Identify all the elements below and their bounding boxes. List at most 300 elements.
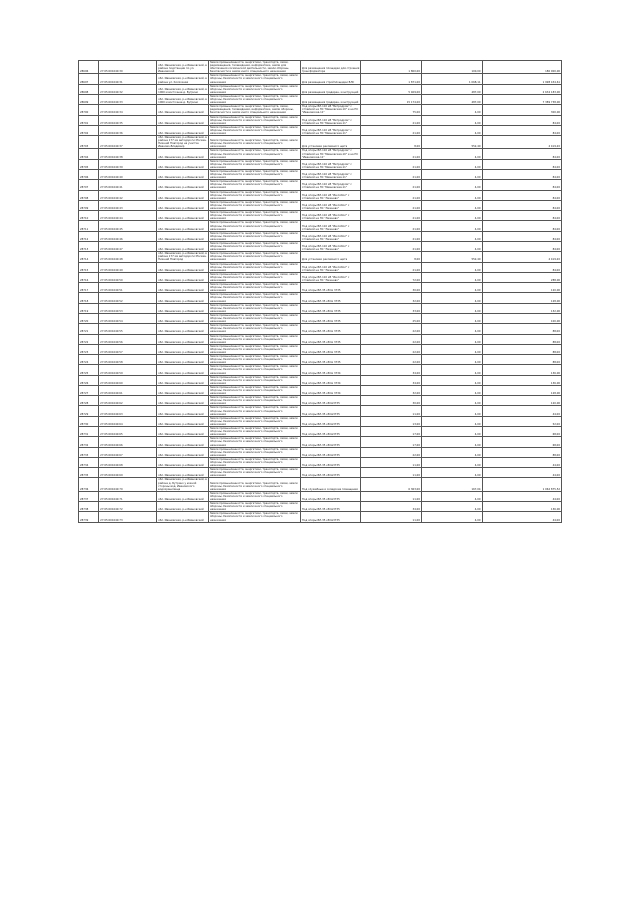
permitted-use-cell: Под опоры ВЛ-35 кВ № 3735 — [300, 334, 361, 344]
specific-value-cell: 167,04 — [421, 478, 482, 491]
land-category-cell: Земли промышленности, энергетики, транспорта, связи, земли обороны, безопасности и земли иного специального назначения — [208, 170, 300, 180]
table-row — [79, 355, 562, 365]
table-row — [79, 200, 562, 210]
address-cell: обл. Ивановская, р-н Ивановский — [157, 396, 209, 406]
cadastral-value-cell: 120,00 — [482, 396, 561, 406]
specific-value-cell: 4,00 — [421, 512, 482, 522]
table-row — [79, 241, 562, 251]
permitted-use-cell: Под опоры ВЛ-35 кВ № 3734 — [300, 385, 361, 395]
cadastral-value-cell: 7 389 738,00 — [482, 94, 561, 104]
permitted-use-cell: Под опоры ВЛ-110 кВ "Ветродром" с отпайкой на ПС "Ивановская-11" — [300, 180, 361, 190]
row-number: 28704 — [79, 149, 99, 159]
permitted-use-cell: Под опоры ВЛ-110 кВ "Ветродром" с отпайкой на ПС "Ивановская-10" и на ПС "Ивановская-11" — [300, 105, 361, 115]
row-number: 28699 — [79, 94, 99, 104]
permitted-use-cell: Под опоры ВЛ-35 кВ № 3734 — [300, 375, 361, 385]
address-cell: обл. Ивановская, р-н Ивановский — [157, 427, 209, 437]
specific-value-cell: 4,00 — [421, 115, 482, 125]
specific-value-cell: 552,40 — [421, 136, 482, 149]
cadastral-value-cell: 44,00 — [482, 406, 561, 416]
cadastral-value-cell: 2 634 183,00 — [482, 84, 561, 94]
cadastral-number: 27:05:001040:60 — [99, 375, 157, 385]
permitted-use-cell: Под опоры ВЛ-35 кВ № 3735 — [300, 283, 361, 293]
address-cell: обл. Ивановская, р-н Ивановский — [157, 324, 209, 334]
address-cell: обл. Ивановская, р-н Ивановский, в 1000 м восточнее д. Бутрино — [157, 84, 209, 94]
cadastral-number: 27:05:001040:39 — [99, 159, 157, 169]
cadastral-value-cell: 136,00 — [482, 365, 561, 375]
row-number: 28700 — [79, 105, 99, 115]
table-row — [79, 303, 562, 313]
address-cell: обл. Ивановская, р-н Ивановский — [157, 105, 209, 115]
row-number: 28732 — [79, 437, 99, 447]
specific-value-cell: 4,00 — [421, 416, 482, 426]
row-number: 28727 — [79, 385, 99, 395]
area-cell: 8,00 — [361, 136, 422, 149]
cadastral-number: 27:05:001040:67 — [99, 447, 157, 457]
permitted-use-cell: Под опоры ВЛ-110 кВ "Ветродром" с отпайкой на ПС "Ивановская-11" — [300, 170, 361, 180]
cadastral-number: 27:05:001040:50 — [99, 272, 157, 282]
cadastral-number: 27:05:001040:45 — [99, 221, 157, 231]
area-cell: 11,00 — [361, 512, 422, 522]
cadastral-number: 27:05:001040:59 — [99, 365, 157, 375]
cadastral-number: 27:05:001040:37 — [99, 136, 157, 149]
land-category-cell: Земли промышленности, энергетики, транспорта, связи, земли обороны, безопасности и земли иного специального назначения — [208, 406, 300, 416]
row-number: 28731 — [79, 427, 99, 437]
address-cell: обл. Ивановская, р-н Ивановский — [157, 149, 209, 159]
specific-value-cell: 4,00 — [421, 105, 482, 115]
land-category-cell: Земли промышленности, энергетики, транспорта, связи, земли обороны, безопасности и земли иного специального назначения — [208, 447, 300, 457]
row-number: 28698 — [79, 84, 99, 94]
address-cell: обл. Ивановская, р-н Ивановский — [157, 512, 209, 522]
table-row — [79, 170, 562, 180]
specific-value-cell: 4,00 — [421, 468, 482, 478]
row-number: 28730 — [79, 416, 99, 426]
cadastral-value-cell: 44,00 — [482, 512, 561, 522]
specific-value-cell: 4,00 — [421, 221, 482, 231]
cadastral-value-cell: 88,00 — [482, 334, 561, 344]
land-category-cell: Земли промышленности, энергетики, транспорта, связи, земли обороны, безопасности и земли иного специального назначения — [208, 221, 300, 231]
area-cell: 11,00 — [361, 468, 422, 478]
address-cell: обл. Ивановская, р-н Ивановский — [157, 313, 209, 323]
specific-value-cell: 4,00 — [421, 303, 482, 313]
area-cell: 21,00 — [361, 262, 422, 272]
permitted-use-cell: Под опоры ВЛ-35 кВ №3735 — [300, 396, 361, 406]
address-cell: обл. Ивановская, р-н Ивановский — [157, 468, 209, 478]
land-category-cell: Земли промышленности, энергетики, транспорта, связи, земли обороны, безопасности и земли иного специального назначения — [208, 136, 300, 149]
address-cell: обл. Ивановская, р-н Ивановский — [157, 170, 209, 180]
address-cell: обл. Ивановская, р-н Ивановский, в районе подстанции по ул. Ивановской — [157, 61, 209, 74]
address-cell: обл. Ивановская, р-н Ивановский — [157, 406, 209, 416]
land-category-cell: Земли промышленности, энергетики, транспорта, связи, земли обороны, безопасности и земли иного специального назначения — [208, 272, 300, 282]
table-row — [79, 94, 562, 104]
land-category-cell: Земли промышленности, энергетики, транспорта, связи, земли обороны, безопасности и земли иного специального назначения — [208, 512, 300, 522]
permitted-use-cell: Под опоры ВЛ-110 кВ "Ветродром" с отпайкой на ПС "Ивановская-10" и на ПС "Ивановская-11" — [300, 149, 361, 159]
land-category-cell: Земли промышленности, энергетики, транспорта, связи, земли обороны, безопасности и земли иного специального назначения — [208, 283, 300, 293]
specific-value-cell: 1 068,11 — [421, 74, 482, 84]
permitted-use-cell: Под опоры ВЛ-35 кВ № 3735 — [300, 355, 361, 365]
area-cell: 75,00 — [361, 105, 422, 115]
table-row — [79, 447, 562, 457]
cadastral-value-cell: 4 419,20 — [482, 136, 561, 149]
area-cell: 33,00 — [361, 303, 422, 313]
land-category-cell: Земли промышленности, энергетики, транспорта, связи, земли обороны, безопасности и земли иного специального назначения — [208, 115, 300, 125]
cadastral-number: 27:05:001040:54 — [99, 313, 157, 323]
area-cell: 22,00 — [361, 334, 422, 344]
address-cell: обл. Ивановская, р-н Ивановский, в районе 177 км автодороги Москва-Нижний Новгород на участке Иваново-Владимир — [158, 136, 207, 149]
area-cell: 21,00 — [361, 211, 422, 221]
specific-value-cell: 487,00 — [421, 94, 482, 104]
cadastral-value-cell: 68,00 — [482, 437, 561, 447]
address-cell: обл. Ивановская, р-н Ивановский — [157, 231, 209, 241]
cadastral-value-cell: 84,00 — [482, 231, 561, 241]
table-row — [79, 502, 562, 512]
row-number: 28718 — [79, 293, 99, 303]
specific-value-cell: 4,00 — [421, 396, 482, 406]
address-cell: обл. Ивановская, р-н Ивановский — [157, 190, 209, 200]
cadastral-number: 27:05:001040:33 — [99, 94, 157, 104]
land-category-cell: Земли промышленности, энергетики, транспорта, связи, земли обороны, безопасности и земли иного специального назначения — [208, 303, 300, 313]
address-cell: обл. Ивановская, р-н Ивановский — [157, 262, 209, 272]
permitted-use-cell: Под опоры ВЛ-110 кВ "Ив-Собол" с отпайкой на ПС "Лежнево" — [300, 241, 361, 251]
cadastral-value-cell: 84,00 — [482, 159, 561, 169]
permitted-use-cell: Для размещения площадки для строения трансформатора — [300, 61, 361, 74]
permitted-use-cell: Под опоры ВЛ-110 кВ "Ив-Собол" с отпайкой на ПС "Лежнево" — [300, 211, 361, 221]
table-row — [79, 84, 562, 94]
row-number: 28701 — [79, 115, 99, 125]
table-row — [79, 365, 562, 375]
address-cell: обл. Ивановская, р-н Ивановский — [157, 447, 209, 457]
specific-value-cell: 100,00 — [421, 61, 482, 74]
permitted-use-cell: Под опоры ВЛ-35 кВ № 3735 — [300, 344, 361, 354]
area-cell: 11,00 — [361, 406, 422, 416]
row-number: 28711 — [79, 221, 99, 231]
table-row — [79, 313, 562, 323]
cadastral-value-cell: 84,00 — [482, 221, 561, 231]
table-row — [79, 416, 562, 426]
row-number: 28696 — [79, 61, 99, 74]
cadastral-value-cell: 88,00 — [482, 324, 561, 334]
specific-value-cell: 4,00 — [421, 437, 482, 447]
area-cell: 22,00 — [361, 447, 422, 457]
address-cell: обл. Ивановская, р-н Ивановский — [157, 180, 209, 190]
area-cell: 11,00 — [361, 457, 422, 467]
permitted-use-cell: Под опоры ВЛ-110 кВ "Ив-Собол" с отпайкой на ПС "Лежнево" — [300, 200, 361, 210]
land-category-cell: Земли промышленности, энергетики, транспорта, связи, земли обороны, безопасности и земли иного специального назначения — [208, 200, 300, 210]
table-row — [79, 159, 562, 169]
cadastral-value-cell: 300,00 — [482, 105, 561, 115]
land-category-cell: Земли промышленности, энергетики, транспорта, связи, земли обороны, безопасности и земли иного специального назначения — [208, 427, 300, 437]
area-cell: 21,00 — [361, 125, 422, 135]
land-category-cell: Земли промышленности, энергетики, транспорта, связи, земли обороны, безопасности и земли иного специального назначения — [208, 231, 300, 241]
cadastral-number: 27:05:001040:62 — [99, 396, 157, 406]
cadastral-number: 27:05:001040:68 — [99, 457, 157, 467]
address-cell: обл. Ивановская, р-н Ивановский — [157, 272, 209, 282]
address-cell: обл. Ивановская, р-н Ивановский — [157, 491, 209, 501]
specific-value-cell: 4,00 — [421, 262, 482, 272]
cadastral-number: 27:05:001040:65 — [99, 427, 157, 437]
cadastral-value-cell: 84,00 — [482, 241, 561, 251]
specific-value-cell: 4,00 — [421, 180, 482, 190]
land-category-cell: Земли промышленности, энергетики, транспорта, связи, земли обороны, безопасности и земли иного специального назначения — [208, 468, 300, 478]
area-cell: 22,00 — [361, 324, 422, 334]
specific-value-cell: 4,00 — [421, 125, 482, 135]
cadastral-number: 27:05:001040:73 — [99, 512, 157, 522]
land-category-cell: Земли промышленности, энергетики, транспорта, связи, радиовещания, телевидения, информатики, земли обороны, безопасности и земли иного специального назначения — [208, 105, 300, 115]
cadastral-number: 27:05:001040:69 — [99, 468, 157, 478]
specific-value-cell: 4,00 — [421, 344, 482, 354]
address-cell: обл. Ивановская, р-н Ивановский — [157, 115, 209, 125]
row-number: 28710 — [79, 211, 99, 221]
area-cell: 21,00 — [361, 200, 422, 210]
specific-value-cell: 552,40 — [421, 252, 482, 262]
address-cell: обл. Ивановская, р-н Ивановский — [157, 159, 209, 169]
row-number: 28722 — [79, 334, 99, 344]
address-cell: обл. Ивановская, р-н Ивановский — [157, 365, 209, 375]
area-cell: 21,00 — [361, 180, 422, 190]
address-cell: обл. Ивановская, р-н Ивановский, в районе 177 км автодороги Москва-Нижний Новгород — [158, 252, 207, 262]
cadastral-number: 27:05:001040:49 — [99, 262, 157, 272]
permitted-use-cell: Под опоры ВЛ-35 кВ № 3734 — [300, 365, 361, 375]
row-number: 28720 — [79, 313, 99, 323]
cadastral-value-cell: 84,00 — [482, 200, 561, 210]
row-number: 28739 — [79, 512, 99, 522]
specific-value-cell: 4,00 — [421, 211, 482, 221]
table-row — [79, 491, 562, 501]
address-cell: обл. Ивановская, р-н Ивановский — [157, 303, 209, 313]
permitted-use-cell: Для размещения стройплощадки ВЛС — [300, 74, 361, 84]
specific-value-cell: 4,00 — [421, 170, 482, 180]
land-category-cell: Земли промышленности, энергетики, транспорта, связи, земли обороны, безопасности и земли иного специального назначения — [208, 355, 300, 365]
cadastral-value-cell: 100,00 — [482, 313, 561, 323]
specific-value-cell: 4,00 — [421, 283, 482, 293]
permitted-use-cell: Под опоры ВЛ-35 кВ № 3735 — [300, 303, 361, 313]
row-number: 28703 — [79, 136, 99, 149]
permitted-use-cell: Для размещения градирен, конструкций — [300, 84, 361, 94]
specific-value-cell: 4,00 — [421, 447, 482, 457]
specific-value-cell: 4,00 — [421, 427, 482, 437]
cadastral-number: 27:05:001040:31 — [99, 74, 157, 84]
cadastral-number: 27:05:001040:30 — [99, 61, 157, 74]
table-row — [79, 396, 562, 406]
cadastral-number: 27:05:001040:71 — [99, 491, 157, 501]
land-category-cell: Земли промышленности, энергетики, транспорта, связи, земли обороны, безопасности и земли иного специального назначения — [208, 84, 300, 94]
permitted-use-cell: Под опоры ВЛ-35 кВ №3735 — [300, 512, 361, 522]
land-category-cell: Земли промышленности, энергетики, транспорта, связи, земли обороны, безопасности и земли иного специального назначения — [208, 262, 300, 272]
row-number: 28737 — [79, 491, 99, 501]
address-cell: обл. Ивановская, р-н Ивановский, в районе д. Бутрино у южной стороны вод. Ивановского водохранилища — [158, 478, 207, 491]
specific-value-cell: 4,00 — [421, 334, 482, 344]
cadastral-number: 27:05:001040:38 — [99, 149, 157, 159]
cadastral-value-cell: 288,00 — [482, 272, 561, 282]
area-cell: 13,00 — [361, 416, 422, 426]
row-number: 28697 — [79, 74, 99, 84]
land-category-cell: Земли промышленности, энергетики, транспорта, связи, земли обороны, безопасности и земли иного специального назначения — [208, 211, 300, 221]
address-cell: обл. Ивановская, р-н Ивановский — [157, 211, 209, 221]
address-cell: обл. Ивановская, р-н Ивановский — [157, 416, 209, 426]
table-row — [79, 252, 562, 262]
table-row — [79, 149, 562, 159]
area-cell: 6 363,00 — [361, 478, 422, 491]
cadastral-number: 27:05:001040:46 — [99, 231, 157, 241]
cadastral-number: 27:05:001040:58 — [99, 355, 157, 365]
table-row — [79, 478, 562, 491]
cadastral-number: 27:05:001040:70 — [99, 478, 157, 491]
row-number: 28715 — [79, 262, 99, 272]
address-cell: обл. Ивановская, р-н Ивановский, в районе ул. Колхозная — [157, 74, 209, 84]
land-category-cell: Земли промышленности, энергетики, транспорта, связи, земли обороны, безопасности и земли иного специального назначения — [208, 365, 300, 375]
cadastral-number: 27:05:001040:42 — [99, 190, 157, 200]
cadastral-number: 27:05:001040:64 — [99, 416, 157, 426]
land-category-cell: Земли промышленности, энергетики, транспорта, связи, земли обороны, безопасности и земли иного специального назначения — [208, 478, 300, 491]
specific-value-cell: 4,00 — [421, 313, 482, 323]
land-category-cell: Земли промышленности, энергетики, транспорта, связи, земли обороны, безопасности и земли иного специального назначения — [208, 416, 300, 426]
specific-value-cell: 487,00 — [421, 84, 482, 94]
area-cell: 25,00 — [361, 313, 422, 323]
cadastral-number: 27:05:001040:56 — [99, 334, 157, 344]
cadastral-value-cell: 1 062 875,52 — [482, 478, 561, 491]
specific-value-cell: 4,00 — [421, 231, 482, 241]
land-category-cell: Земли промышленности, энергетики, транспорта, связи, земли обороны, безопасности и земли иного специального назначения — [208, 313, 300, 323]
row-number: 28712 — [79, 231, 99, 241]
table-row — [79, 512, 562, 522]
land-category-cell: Земли промышленности, энергетики, транспорта, связи, земли обороны, безопасности и земли иного специального назначения — [208, 241, 300, 251]
permitted-use-cell: Под опоры ВЛ-110 кВ "Ветродром" с отпайкой на ПС "Ивановская-11" — [300, 159, 361, 169]
area-cell: 21,00 — [361, 149, 422, 159]
permitted-use-cell: Под опоры ВЛ-35 кВ №3735 — [300, 502, 361, 512]
cadastral-number: 27:05:001040:63 — [99, 406, 157, 416]
permitted-use-cell: Под опоры ВЛ-35 кВ №3735 — [300, 468, 361, 478]
cadastral-value-cell: 44,00 — [482, 457, 561, 467]
permitted-use-cell: Для установки рекламного щита — [300, 136, 361, 149]
area-cell: 21,00 — [361, 159, 422, 169]
table-row — [79, 136, 562, 149]
table-row — [79, 115, 562, 125]
cadastral-number: 27:05:001040:66 — [99, 437, 157, 447]
cadastral-number: 27:05:001040:40 — [99, 170, 157, 180]
permitted-use-cell: Для размещения градирен, конструкций — [300, 94, 361, 104]
table-row — [79, 457, 562, 467]
area-cell: 11,00 — [361, 491, 422, 501]
row-number: 28733 — [79, 447, 99, 457]
area-cell: 8,00 — [361, 252, 422, 262]
permitted-use-cell: Под опоры ВЛ-35 кВ №3735 — [300, 406, 361, 416]
area-cell: 15 174,00 — [361, 94, 422, 104]
area-cell: 21,00 — [361, 115, 422, 125]
area-cell: 5 409,00 — [361, 84, 422, 94]
table-row — [79, 272, 562, 282]
table-row — [79, 105, 562, 115]
cadastral-value-cell: 44,00 — [482, 468, 561, 478]
row-number: 28725 — [79, 365, 99, 375]
cadastral-value-cell: 128,00 — [482, 385, 561, 395]
row-number: 28735 — [79, 468, 99, 478]
cadastral-value-cell: 84,00 — [482, 125, 561, 135]
row-number: 28708 — [79, 190, 99, 200]
address-cell: обл. Ивановская, р-н Ивановский — [157, 437, 209, 447]
cadastral-number: 27:05:001040:72 — [99, 502, 157, 512]
permitted-use-cell: Под опоры ВЛ-35 кВ № 3735 — [300, 293, 361, 303]
cadastral-number: 27:05:001040:55 — [99, 324, 157, 334]
table-row — [79, 221, 562, 231]
area-cell: 32,00 — [361, 385, 422, 395]
cadastral-number: 27:05:001040:47 — [99, 241, 157, 251]
cadastral-number: 27:05:001040:44 — [99, 211, 157, 221]
area-cell: 21,00 — [361, 241, 422, 251]
cadastral-number: 27:05:001040:61 — [99, 385, 157, 395]
permitted-use-cell: Под опоры ВЛ-35 кВ №3735 — [300, 416, 361, 426]
address-cell: обл. Ивановская, р-н Ивановский — [157, 457, 209, 467]
land-category-cell: Земли промышленности, энергетики, транспорта, связи, земли обороны, безопасности и земли иного специального назначения — [208, 457, 300, 467]
land-category-cell: Земли промышленности, энергетики, транспорта, связи, радиовещания, телевидения, информатики, земли для обеспечения космической деятельности, земли обороны, безопасности и земли иного специального назначения — [208, 61, 300, 74]
land-category-cell: Земли промышленности, энергетики, транспорта, связи, земли обороны, безопасности и земли иного специального назначения — [208, 252, 300, 262]
specific-value-cell: 4,00 — [421, 159, 482, 169]
permitted-use-cell: Под опоры ВЛ-35 кВ №3735 — [300, 437, 361, 447]
land-category-cell: Земли промышленности, энергетики, транспорта, связи, земли обороны, безопасности и земли иного специального назначения — [208, 149, 300, 159]
cadastral-number: 27:05:001040:32 — [99, 84, 157, 94]
permitted-use-cell: Под опоры ВЛ-110 кВ "Ветродром" с отпайкой на ПС "Ивановская-11" — [300, 115, 361, 125]
permitted-use-cell: Под опоры ВЛ-35 кВ №3735 — [300, 457, 361, 467]
table-row — [79, 437, 562, 447]
cadastral-value-cell: 88,00 — [482, 344, 561, 354]
specific-value-cell: 4,00 — [421, 385, 482, 395]
address-cell: обл. Ивановская, р-н Ивановский — [157, 375, 209, 385]
cadastral-value-cell: 132,00 — [482, 303, 561, 313]
area-cell: 30,00 — [361, 396, 422, 406]
table-row — [79, 344, 562, 354]
permitted-use-cell: Под опоры ВЛ-35 кВ №3735 — [300, 491, 361, 501]
row-number: 28729 — [79, 406, 99, 416]
permitted-use-cell: Под опоры ВЛ-35 кВ №3735 — [300, 447, 361, 457]
table-row — [79, 125, 562, 135]
address-cell: обл. Ивановская, р-н Ивановский — [157, 502, 209, 512]
address-cell: обл. Ивановская, р-н Ивановский — [157, 221, 209, 231]
table-row — [79, 375, 562, 385]
specific-value-cell: 4,00 — [421, 190, 482, 200]
cadastral-number: 27:05:001040:35 — [99, 115, 157, 125]
cadastral-value-cell: 136,00 — [482, 375, 561, 385]
specific-value-cell: 4,00 — [421, 365, 482, 375]
row-number: 28736 — [79, 478, 99, 491]
table-row — [79, 61, 562, 74]
cadastral-value-cell: 128,00 — [482, 293, 561, 303]
area-cell: 30,00 — [361, 283, 422, 293]
specific-value-cell: 4,00 — [421, 457, 482, 467]
table-row — [79, 190, 562, 200]
area-cell: 22,00 — [361, 344, 422, 354]
cadastral-value-cell: 136,00 — [482, 502, 561, 512]
permitted-use-cell: Под опоры ВЛ-110 кВ "Ив-Собол" с отпайкой на ПС "Лежнево" — [300, 231, 361, 241]
row-number: 28716 — [79, 272, 99, 282]
cadastral-value-cell: 84,00 — [482, 149, 561, 159]
specific-value-cell: 4,00 — [421, 375, 482, 385]
cadastral-number: 27:05:001040:34 — [99, 105, 157, 115]
cadastral-value-cell: 88,00 — [482, 355, 561, 365]
cadastral-value-cell: 68,00 — [482, 427, 561, 437]
address-cell: обл. Ивановская, р-н Ивановский — [157, 200, 209, 210]
area-cell: 34,00 — [361, 502, 422, 512]
area-cell: 34,00 — [361, 365, 422, 375]
cadastral-number: 27:05:001040:43 — [99, 200, 157, 210]
cadastral-number: 27:05:001040:52 — [99, 293, 157, 303]
table-row — [79, 180, 562, 190]
land-register-table — [78, 60, 562, 523]
specific-value-cell: 4,00 — [421, 491, 482, 501]
land-category-cell: Земли промышленности, энергетики, транспорта, связи, земли обороны, безопасности и земли иного специального назначения — [208, 190, 300, 200]
land-category-cell: Земли промышленности, энергетики, транспорта, связи, земли обороны, безопасности и земли иного специального назначения — [208, 437, 300, 447]
land-category-cell: Земли промышленности, энергетики, транспорта, связи, земли обороны, безопасности и земли иного специального назначения — [208, 334, 300, 344]
cadastral-value-cell: 1 998 434,61 — [482, 74, 561, 84]
permitted-use-cell: Под опоры ВЛ-110 кВ "Ив-Собол" с отпайкой на ПС "Лежнево" — [300, 221, 361, 231]
address-cell: обл. Ивановская, р-н Ивановский — [157, 385, 209, 395]
